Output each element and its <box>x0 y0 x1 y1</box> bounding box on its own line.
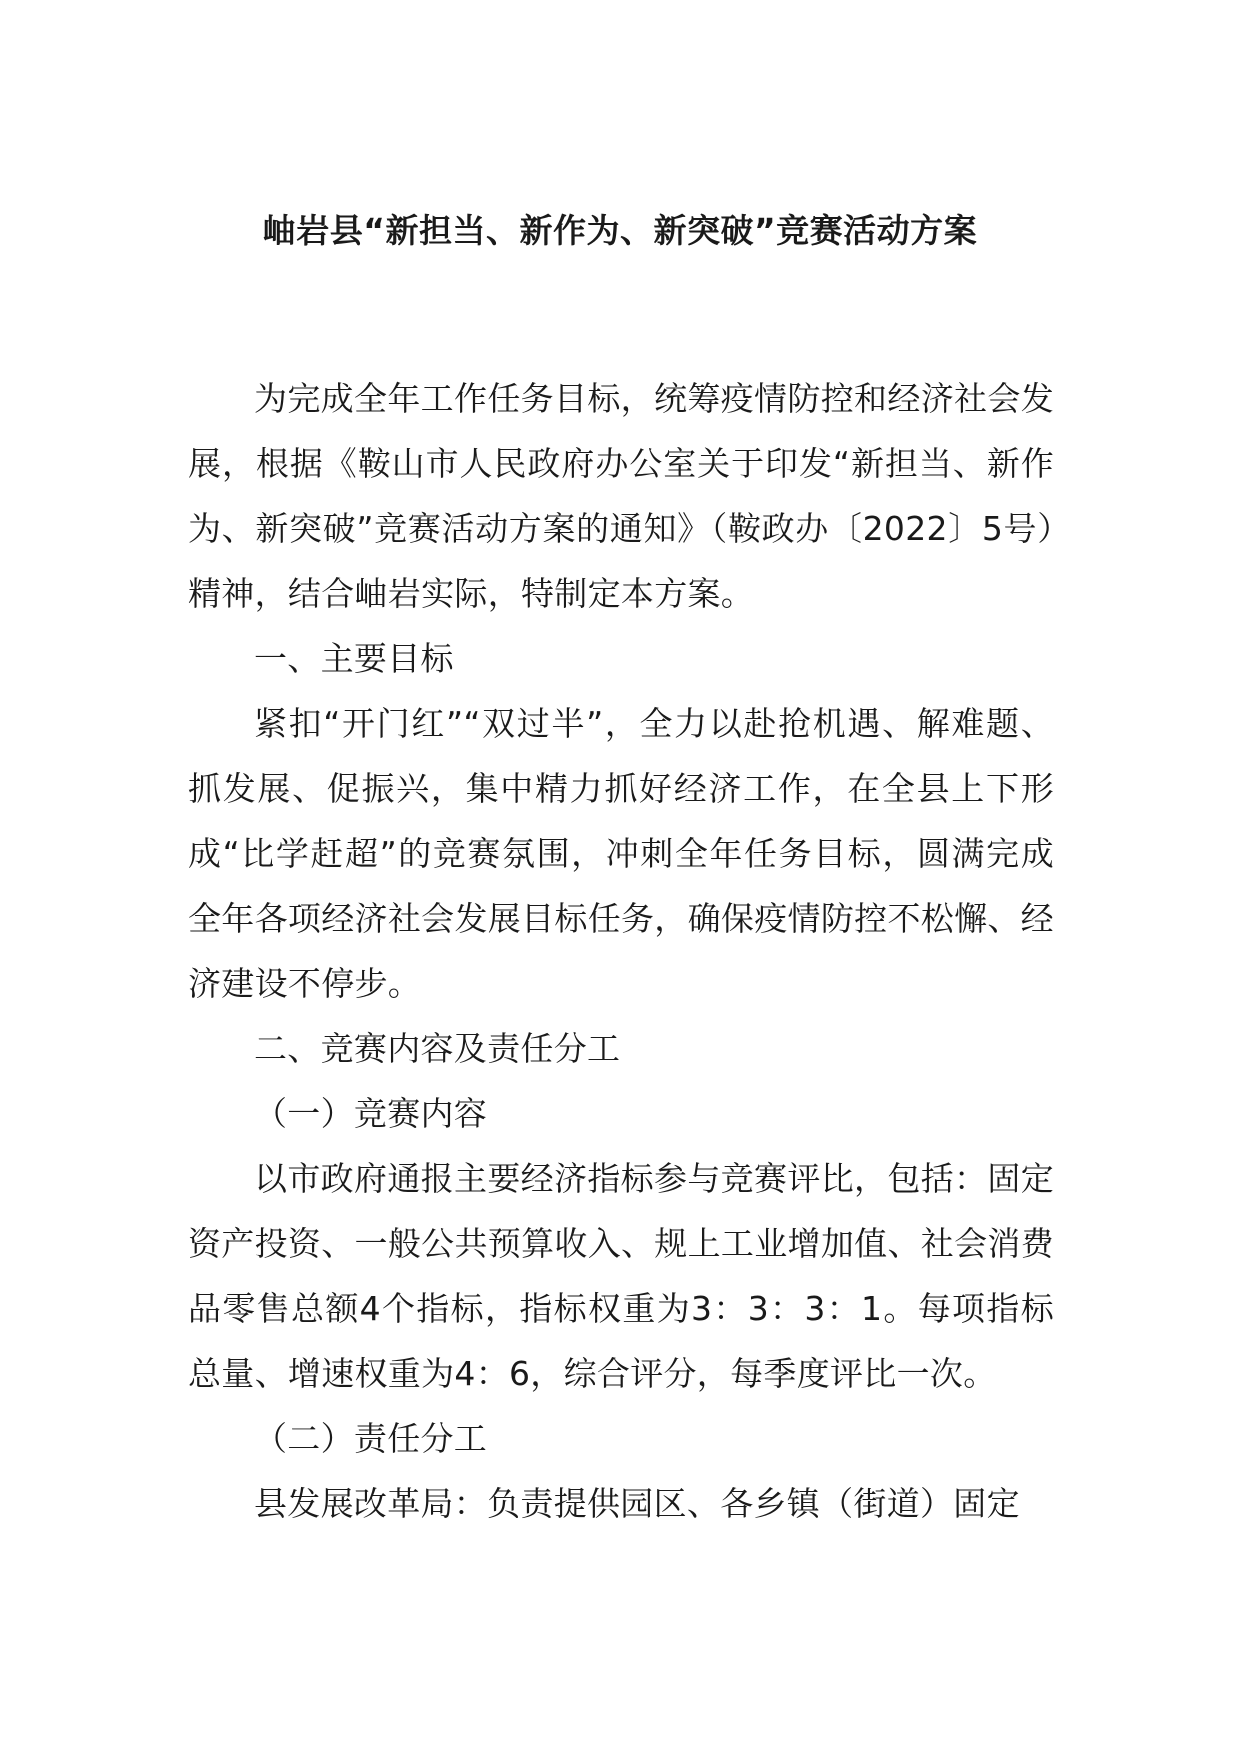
subheading-contest-content: （一）竞赛内容 <box>254 1094 488 1133</box>
heading-contest-content-and-duties: 二、竞赛内容及责任分工 <box>254 1029 621 1068</box>
document-body <box>188 366 1054 1536</box>
document-title: 岫岩县“新担当、新作为、新突破”竞赛活动方案 <box>262 211 978 250</box>
heading-main-goals: 一、主要目标 <box>254 639 454 678</box>
paragraph-main-goals: 紧扣“开门红”“双过半”，全力以赴抢机遇、解难题、抓发展、促振兴，集中精力抓好经济工作，在全县上下形成“比学赶超”的竞赛氛围，冲刺全年任务目标，圆满完成全年各项经济社会发展目标任务，确保疫情防控不松懈、经济建设不停步。 <box>188 704 1054 1003</box>
paragraph-division-of-duties: 县发展改革局：负责提供园区、各乡镇（街道）固定 <box>254 1484 1020 1523</box>
subheading-division-of-duties: （二）责任分工 <box>254 1419 488 1458</box>
paragraph-intro: 为完成全年工作任务目标，统筹疫情防控和经济社会发展，根据《鞍山市人民政府办公室关于印发“新担当、新作为、新突破”竞赛活动方案的通知》（鞍政办〔2022〕5号）精神，结合岫岩实际，特制定本方案。 <box>188 379 1054 613</box>
paragraph-contest-content: 以市政府通报主要经济指标参与竞赛评比，包括：固定资产投资、一般公共预算收入、规上工业增加值、社会消费品零售总额4个指标，指标权重为3：3：3：1。每项指标总量、增速权重为4：6，综合评分，每季度评比一次。 <box>188 1159 1054 1393</box>
